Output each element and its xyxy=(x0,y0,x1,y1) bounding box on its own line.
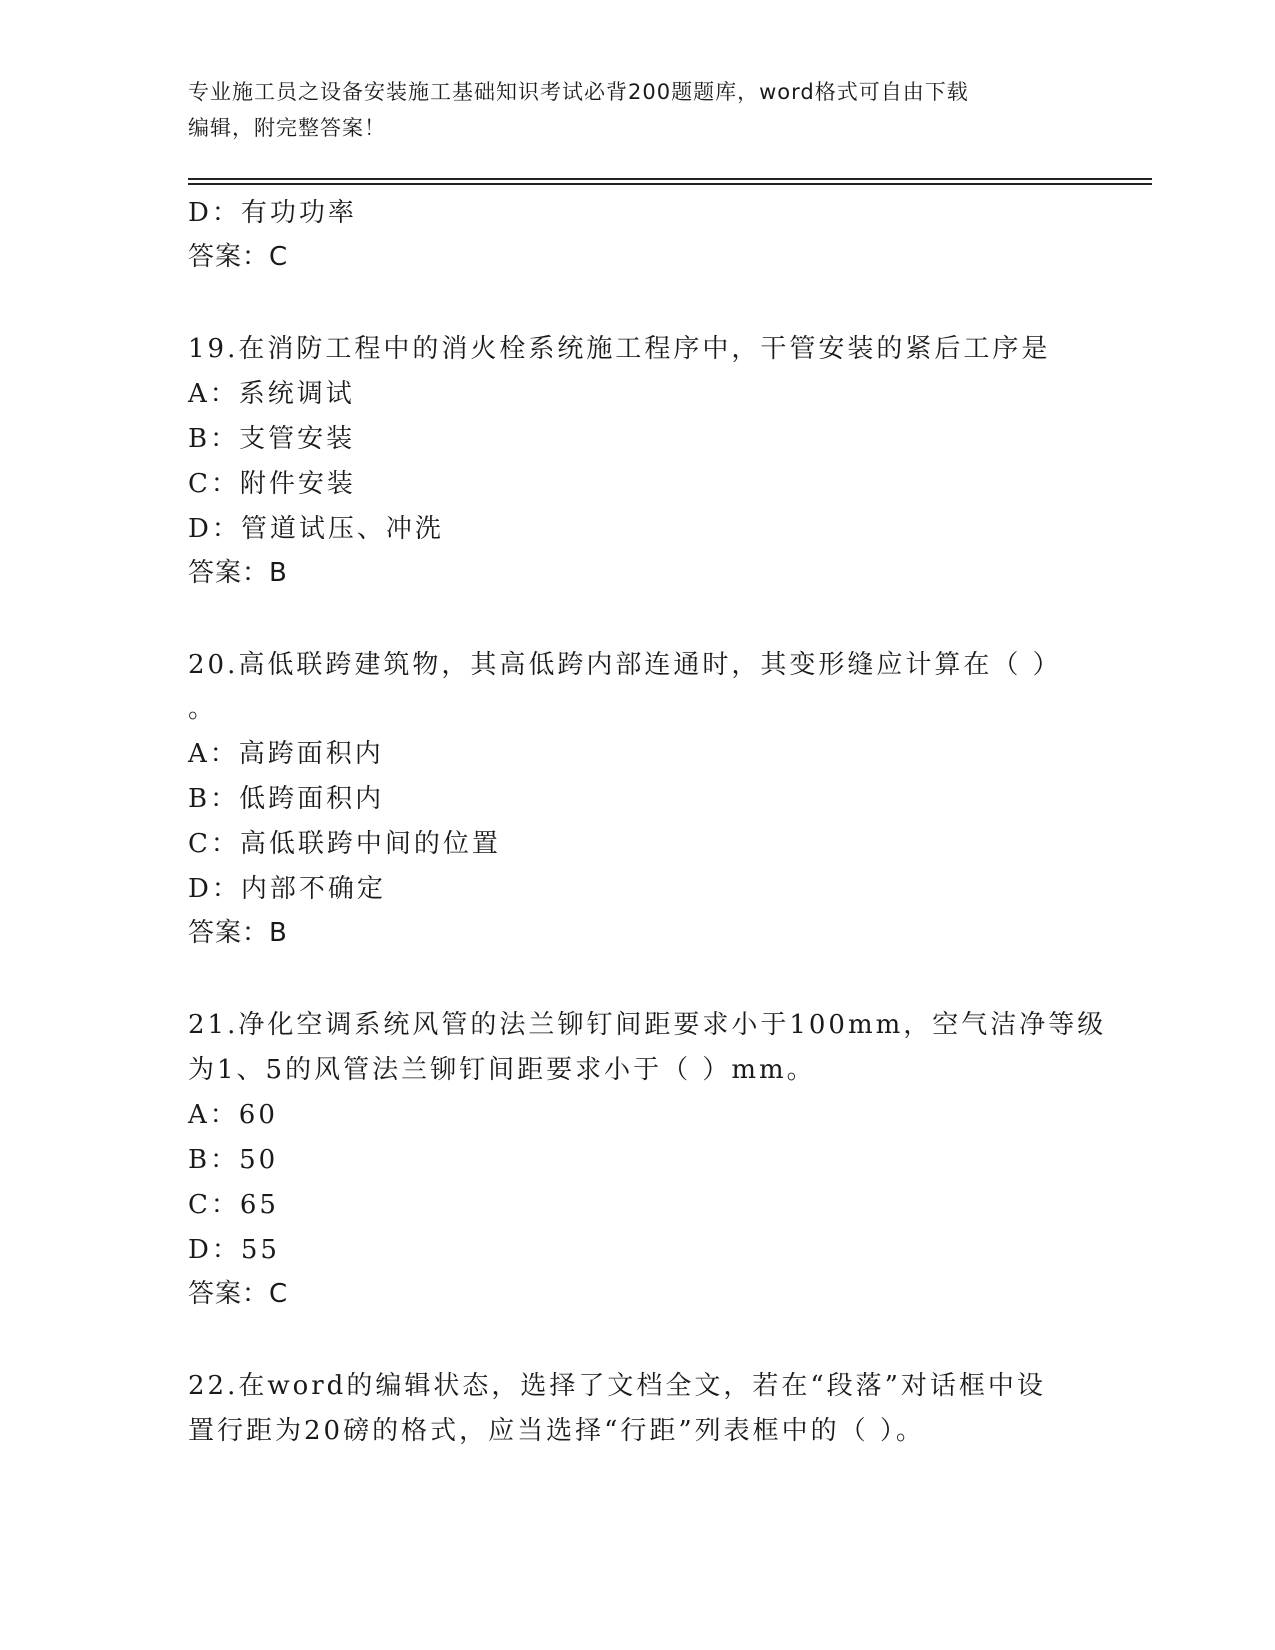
option-b: B：支管安装 xyxy=(188,424,356,454)
question-stem-continued: 。 xyxy=(188,694,218,724)
answer-line: 答案：B xyxy=(188,558,288,588)
header-rule-top xyxy=(188,178,1152,180)
option-a: A：高跨面积内 xyxy=(188,739,384,769)
answer-line: 答案：C xyxy=(188,1279,289,1309)
option-d: D：55 xyxy=(188,1235,280,1265)
question-stem: 20.高低联跨建筑物，其高低跨内部连通时，其变形缝应计算在（ ） xyxy=(188,650,1062,680)
header-rule-bottom xyxy=(188,183,1152,185)
option-d: D：管道试压、冲洗 xyxy=(188,514,444,544)
answer-line: 答案：B xyxy=(188,918,288,948)
question-stem: 21.净化空调系统风管的法兰铆钉间距要求小于100mm，空气洁净等级 xyxy=(188,1010,1107,1040)
question-stem-continued: 置行距为20磅的格式，应当选择“行距”列表框中的（ ）。 xyxy=(188,1416,925,1446)
header-line-1: 专业施工员之设备安装施工基础知识考试必背200题题库，word格式可自由下载 xyxy=(188,80,969,104)
document-header xyxy=(188,74,1088,146)
option-c: C：附件安装 xyxy=(188,469,356,499)
option-b: B：50 xyxy=(188,1145,279,1175)
option-b: B：低跨面积内 xyxy=(188,784,385,814)
option-d: D：有功功率 xyxy=(188,198,357,228)
option-a: A：60 xyxy=(188,1100,278,1130)
question-stem-continued: 为1、5的风管法兰铆钉间距要求小于（ ）mm。 xyxy=(188,1055,816,1085)
option-a: A：系统调试 xyxy=(188,379,355,409)
answer-line: 答案：C xyxy=(188,242,289,272)
header-line-2: 编辑，附完整答案！ xyxy=(188,116,386,140)
question-stem: 22.在word的编辑状态，选择了文档全文，若在“段落”对话框中设 xyxy=(188,1371,1046,1401)
option-c: C：65 xyxy=(188,1190,279,1220)
option-d: D：内部不确定 xyxy=(188,874,386,904)
option-c: C：高低联跨中间的位置 xyxy=(188,829,501,859)
question-stem: 19.在消防工程中的消火栓系统施工程序中，干管安装的紧后工序是 xyxy=(188,334,1051,364)
